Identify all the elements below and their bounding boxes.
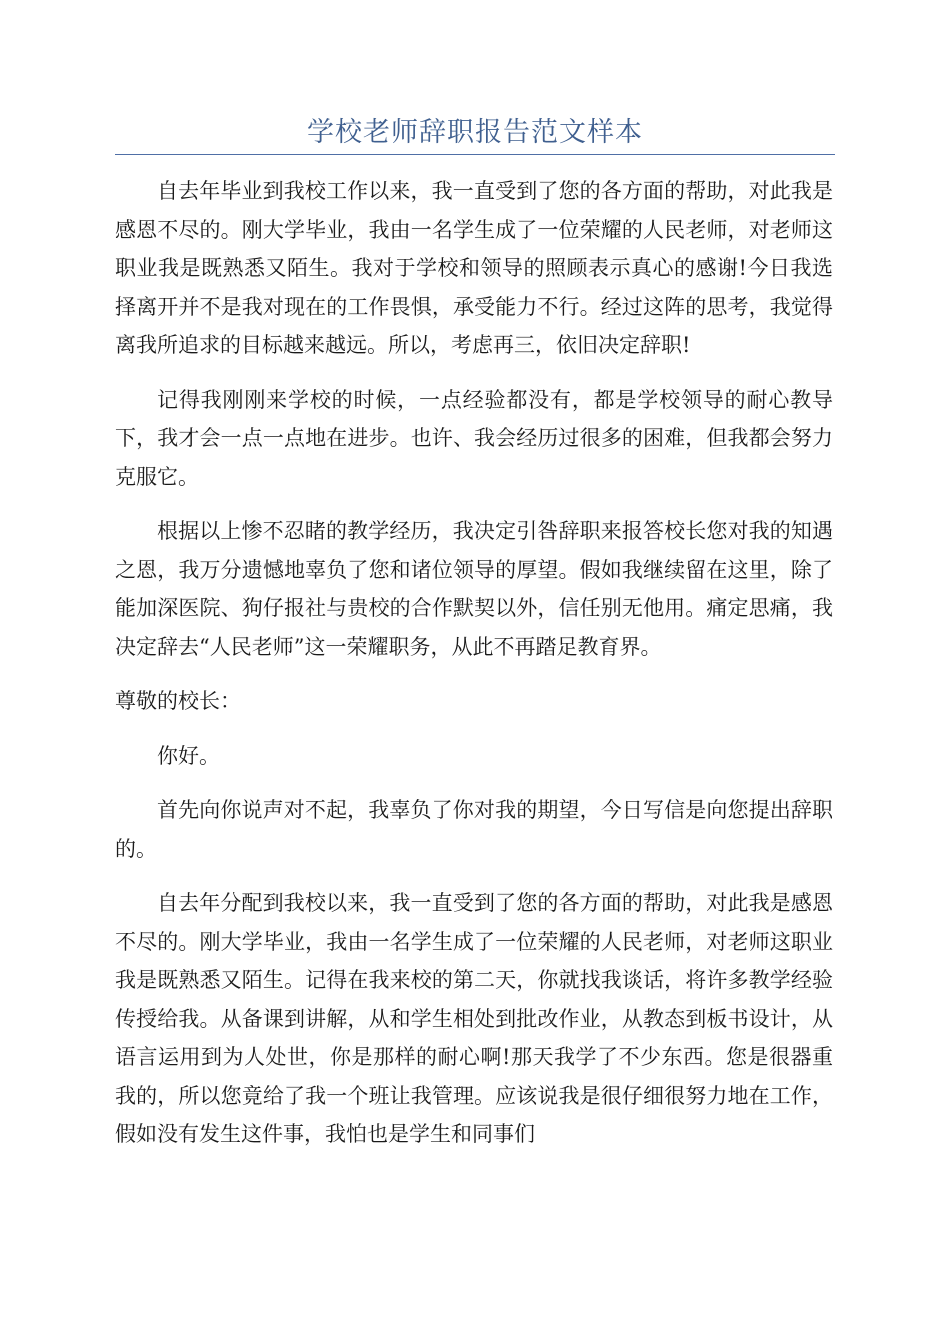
paragraph-4: 首先向你说声对不起，我辜负了你对我的期望，今日写信是向您提出辞职的。 — [115, 798, 833, 861]
paragraph-3: 根据以上惨不忍睹的教学经历，我决定引咎辞职来报答校长您对我的知遇之恩，我万分遗憾地辜负了您和诸位领导的厚望。假如我继续留在这里，除了能加深医院、狗仔报社与贵校的合作默契以外，信任别无他用。痛定思痛，我决定辞去“人民老师”这一荣耀职务，从此不再踏足教育界。 — [115, 519, 833, 659]
paragraph-5: 自去年分配到我校以来，我一直受到了您的各方面的帮助，对此我是感恩不尽的。刚大学毕业，我由一名学生成了一位荣耀的人民老师，对老师这职业我是既熟悉又陌生。记得在我来校的第二天，你就找我谈话，将许多教学经验传授给我。从备课到讲解，从和学生相处到批改作业，从教态到板书设计，从语言运用到为人处世，你是那样的耐心啊!那天我学了不少东西。您是很器重我的，所以您竟给了我一个班让我管理。应该说我是很仔细很努力地在工作，假如没有发生这件事，我怕也是学生和同事们 — [115, 891, 833, 1146]
salutation: 尊敬的校长： — [115, 689, 241, 713]
paragraph-1: 自去年毕业到我校工作以来，我一直受到了您的各方面的帮助，对此我是感恩不尽的。刚大学毕业，我由一名学生成了一位荣耀的人民老师，对老师这职业我是既熟悉又陌生。我对于学校和领导的照顾表示真心的感谢!今日我选择离开并不是我对现在的工作畏惧，承受能力不行。经过这阵的思考，我觉得离我所追求的目标越来越远。所以，考虑再三，依旧决定辞职! — [115, 179, 833, 357]
greeting: 你好。 — [157, 743, 220, 768]
document-body — [115, 172, 833, 1170]
document-title: 学校老师辞职报告范文样本 — [307, 117, 643, 148]
paragraph-2: 记得我刚刚来学校的时候，一点经验都没有，都是学校领导的耐心教导下，我才会一点一点地在进步。也许、我会经历过很多的困难，但我都会努力克服它。 — [115, 387, 833, 489]
title-underline — [115, 154, 835, 155]
